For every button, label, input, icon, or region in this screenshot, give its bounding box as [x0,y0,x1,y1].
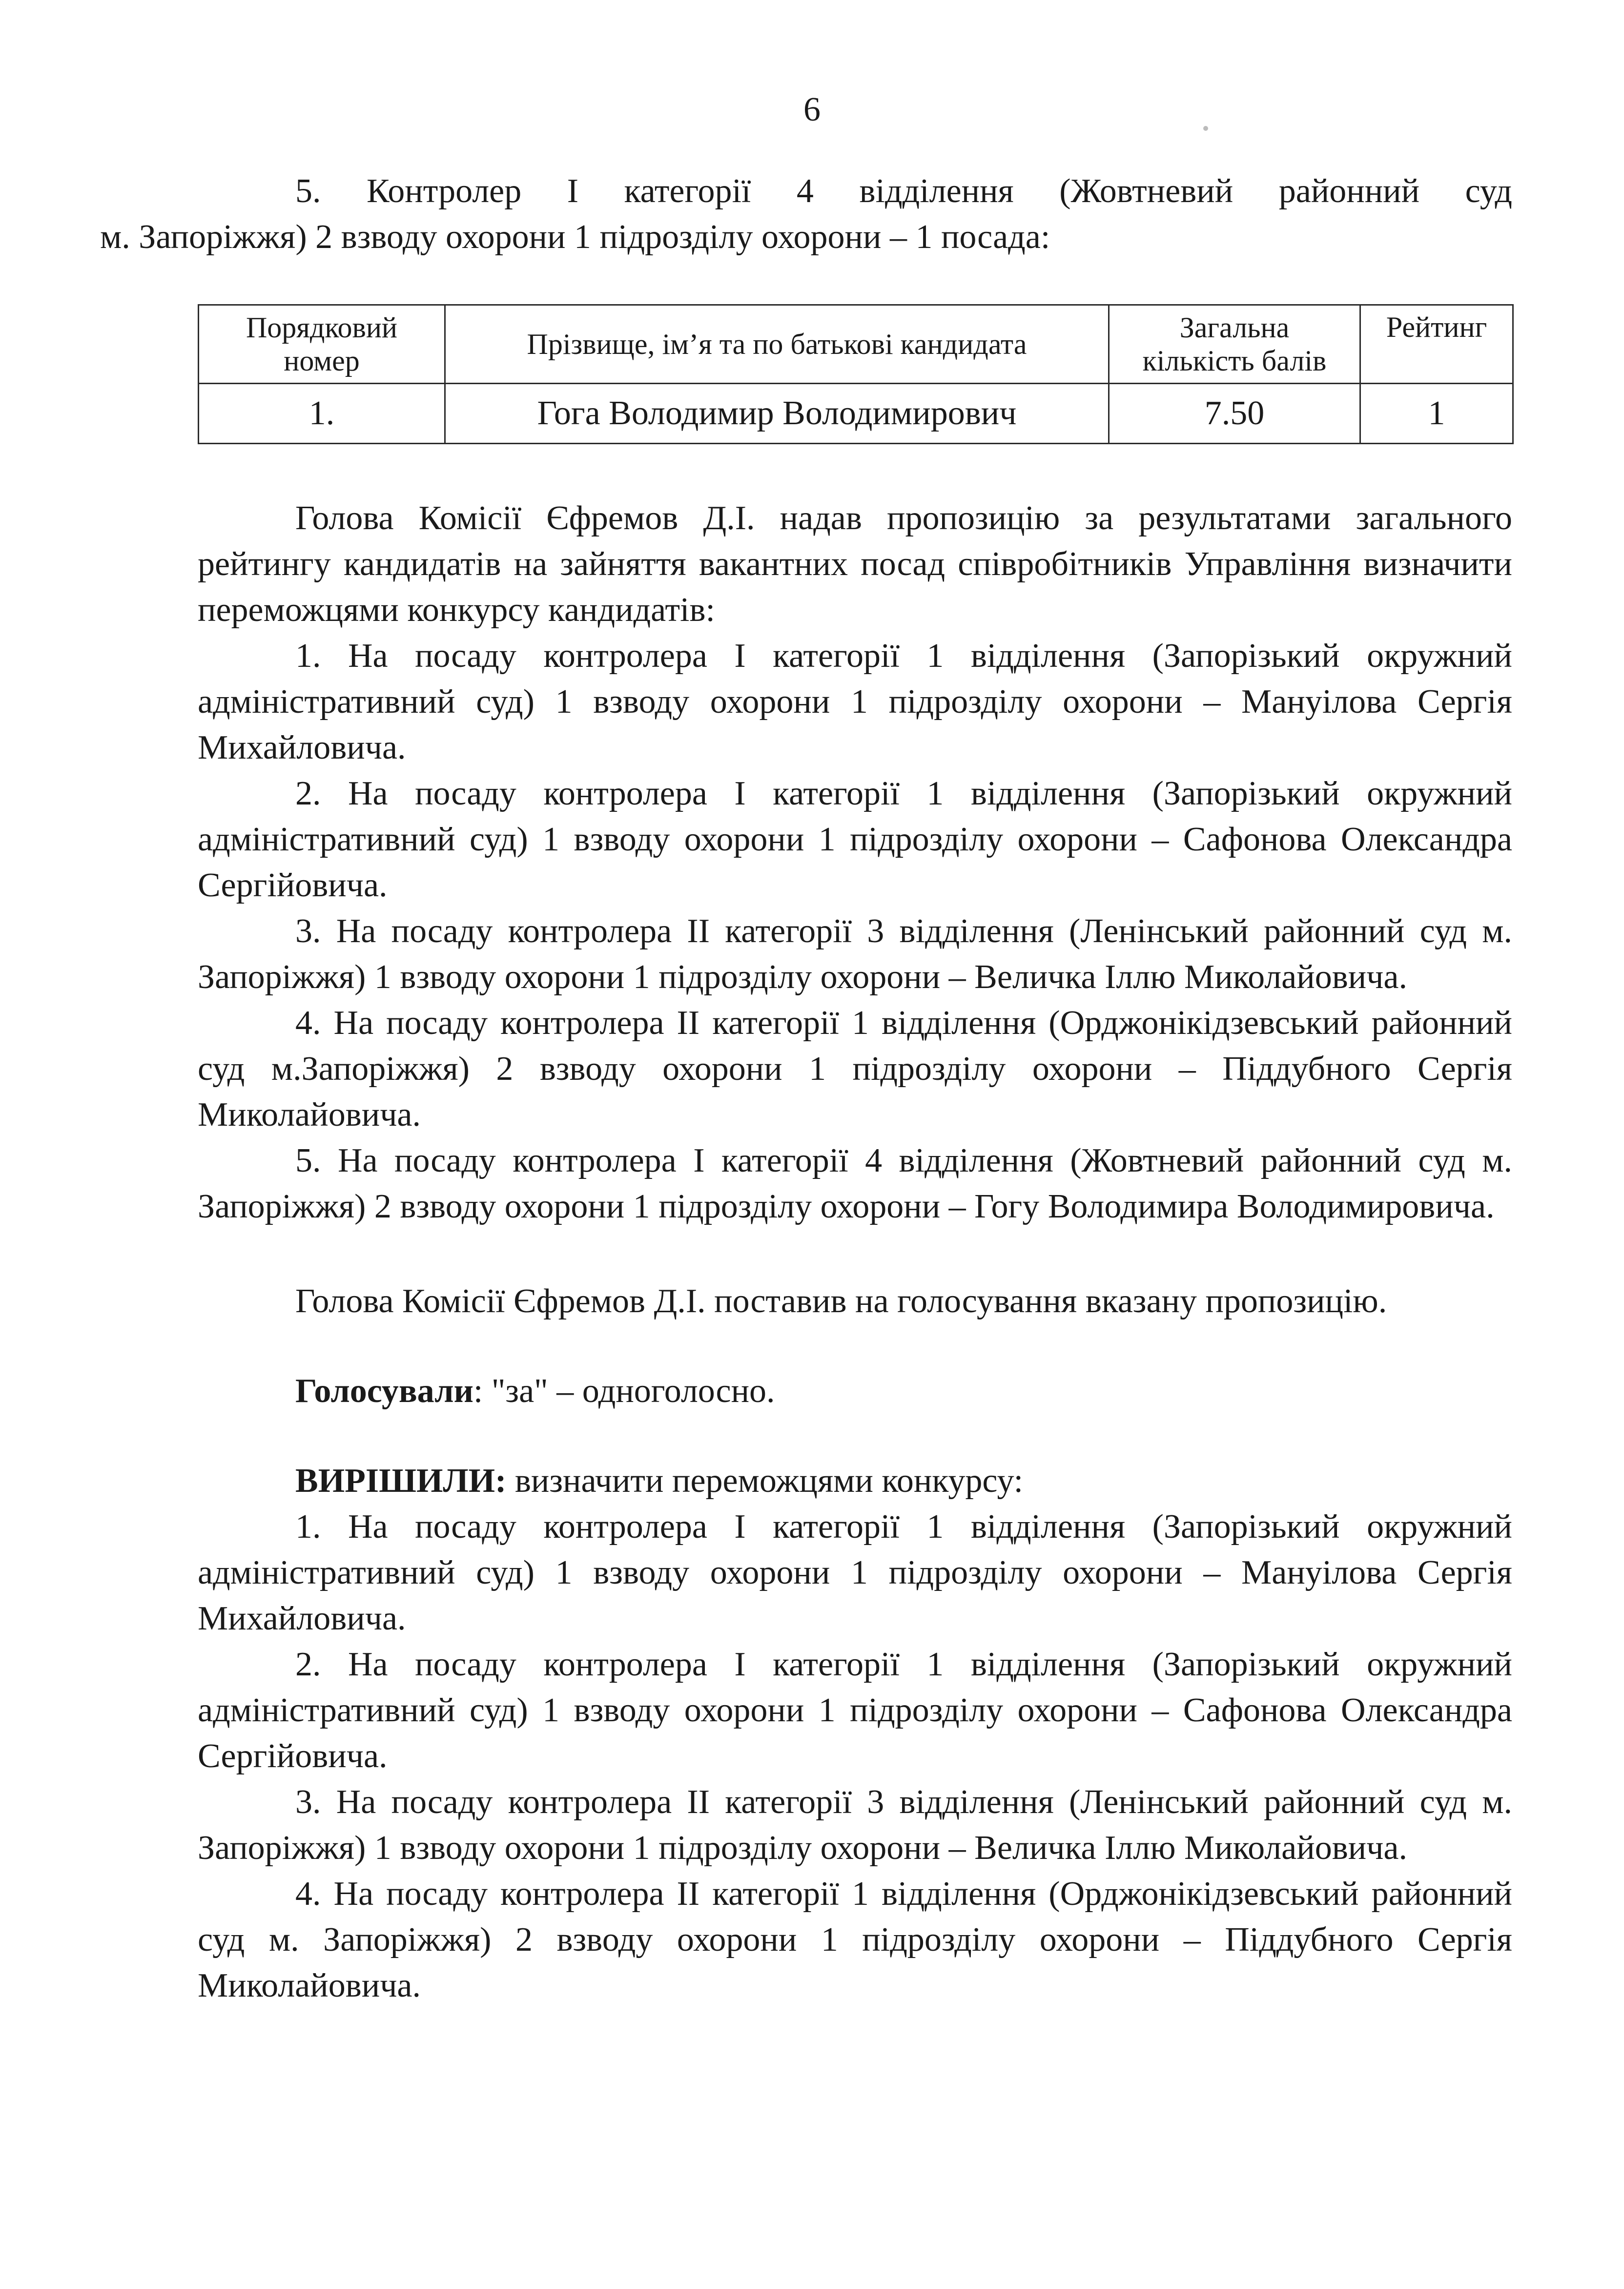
voted-label: Голосували [295,1372,473,1410]
document-body [100,168,1512,2009]
voted-paragraph [198,1368,1512,1414]
proposal-item-1: 1. На посаду контролера І категорії 1 відділення (Запорізький окружний адміністративний суд) 1 взводу охорони 1 підрозділу охорони – Мануілова Сергія Михайловича. [198,637,1512,766]
proposal-item-4: 4. На посаду контролера ІІ категорії 1 відділення (Орджонікідзевський районний суд м.Запоріжжя) 2 взводу охорони 1 підрозділу охорони – Піддубного Сергія Миколайовича. [198,1004,1512,1134]
header-rating: Рейтинг [1360,305,1513,384]
candidates-table [198,304,1514,444]
item5-heading [100,168,1512,260]
header-score: Загальна кількість балів [1109,305,1360,384]
cell-name: Гога Володимир Володимирович [445,384,1109,444]
cell-score: 7.50 [1109,384,1360,444]
voted-text: : "за" – одноголосно. [473,1372,775,1410]
decided-item-2: 2. На посаду контролера І категорії 1 відділення (Запорізький окружний адміністративний суд) 1 взводу охорони 1 підрозділу охорони – Сафонова Олександра Сергійовича. [198,1646,1512,1775]
cell-rating: 1 [1360,384,1513,444]
table-header-row [199,305,1513,384]
proposal-item-2: 2. На посаду контролера І категорії 1 відділення (Запорізький окружний адміністративний суд) 1 взводу охорони 1 підрозділу охорони – Сафонова Олександра Сергійовича. [198,775,1512,904]
item5-line2: м. Запоріжжя) 2 взводу охорони 1 підрозділу охорони – 1 посада: [100,218,1050,256]
decided-text: визначити переможцями конкурсу: [506,1462,1024,1500]
proposal-item-5: 5. На посаду контролера І категорії 4 відділення (Жовтневий районний суд м. Запоріжжя) 2 взводу охорони 1 підрозділу охорони – Гогу Володимира Володимировича. [198,1142,1512,1225]
cell-order: 1. [199,384,445,444]
header-name: Прізвище, ім’я та по батькові кандидата [445,305,1109,384]
vote-put-paragraph: Голова Комісії Єфремов Д.І. поставив на голосування вказану пропозицію. [295,1282,1387,1320]
page-number: 6 [803,91,821,128]
decided-item-3: 3. На посаду контролера ІІ категорії 3 відділення (Ленінський районний суд м. Запоріжжя) 1 взводу охорони 1 підрозділу охорони – Величка Іллю Миколайовича. [198,1783,1512,1867]
item5-line1: 5. Контролер І категорії 4 відділення (Жовтневий районний суд [295,172,1512,210]
decided-item-1: 1. На посаду контролера І категорії 1 відділення (Запорізький окружний адміністративний суд) 1 взводу охорони 1 підрозділу охорони – Мануілова Сергія Михайловича. [198,1508,1512,1637]
table-row [199,384,1513,444]
decided-heading [198,1458,1512,1504]
proposal-intro: Голова Комісії Єфремов Д.І. надав пропозицію за результатами загального рейтингу кандидатів на зайняття вакантних посад співробітників Управління визначити переможцями конкурсу кандидатів: [198,499,1512,629]
header-order: Порядковий номер [199,305,445,384]
decided-label: ВИРІШИЛИ: [295,1462,507,1500]
decided-item-4: 4. На посаду контролера ІІ категорії 1 відділення (Орджонікідзевський районний суд м. Запоріжжя) 2 взводу охорони 1 підрозділу охорони – Піддубного Сергія Миколайовича. [198,1875,1512,2004]
proposal-item-3: 3. На посаду контролера ІІ категорії 3 відділення (Ленінський районний суд м. Запоріжжя) 1 взводу охорони 1 підрозділу охорони – Величка Іллю Миколайовича. [198,912,1512,996]
